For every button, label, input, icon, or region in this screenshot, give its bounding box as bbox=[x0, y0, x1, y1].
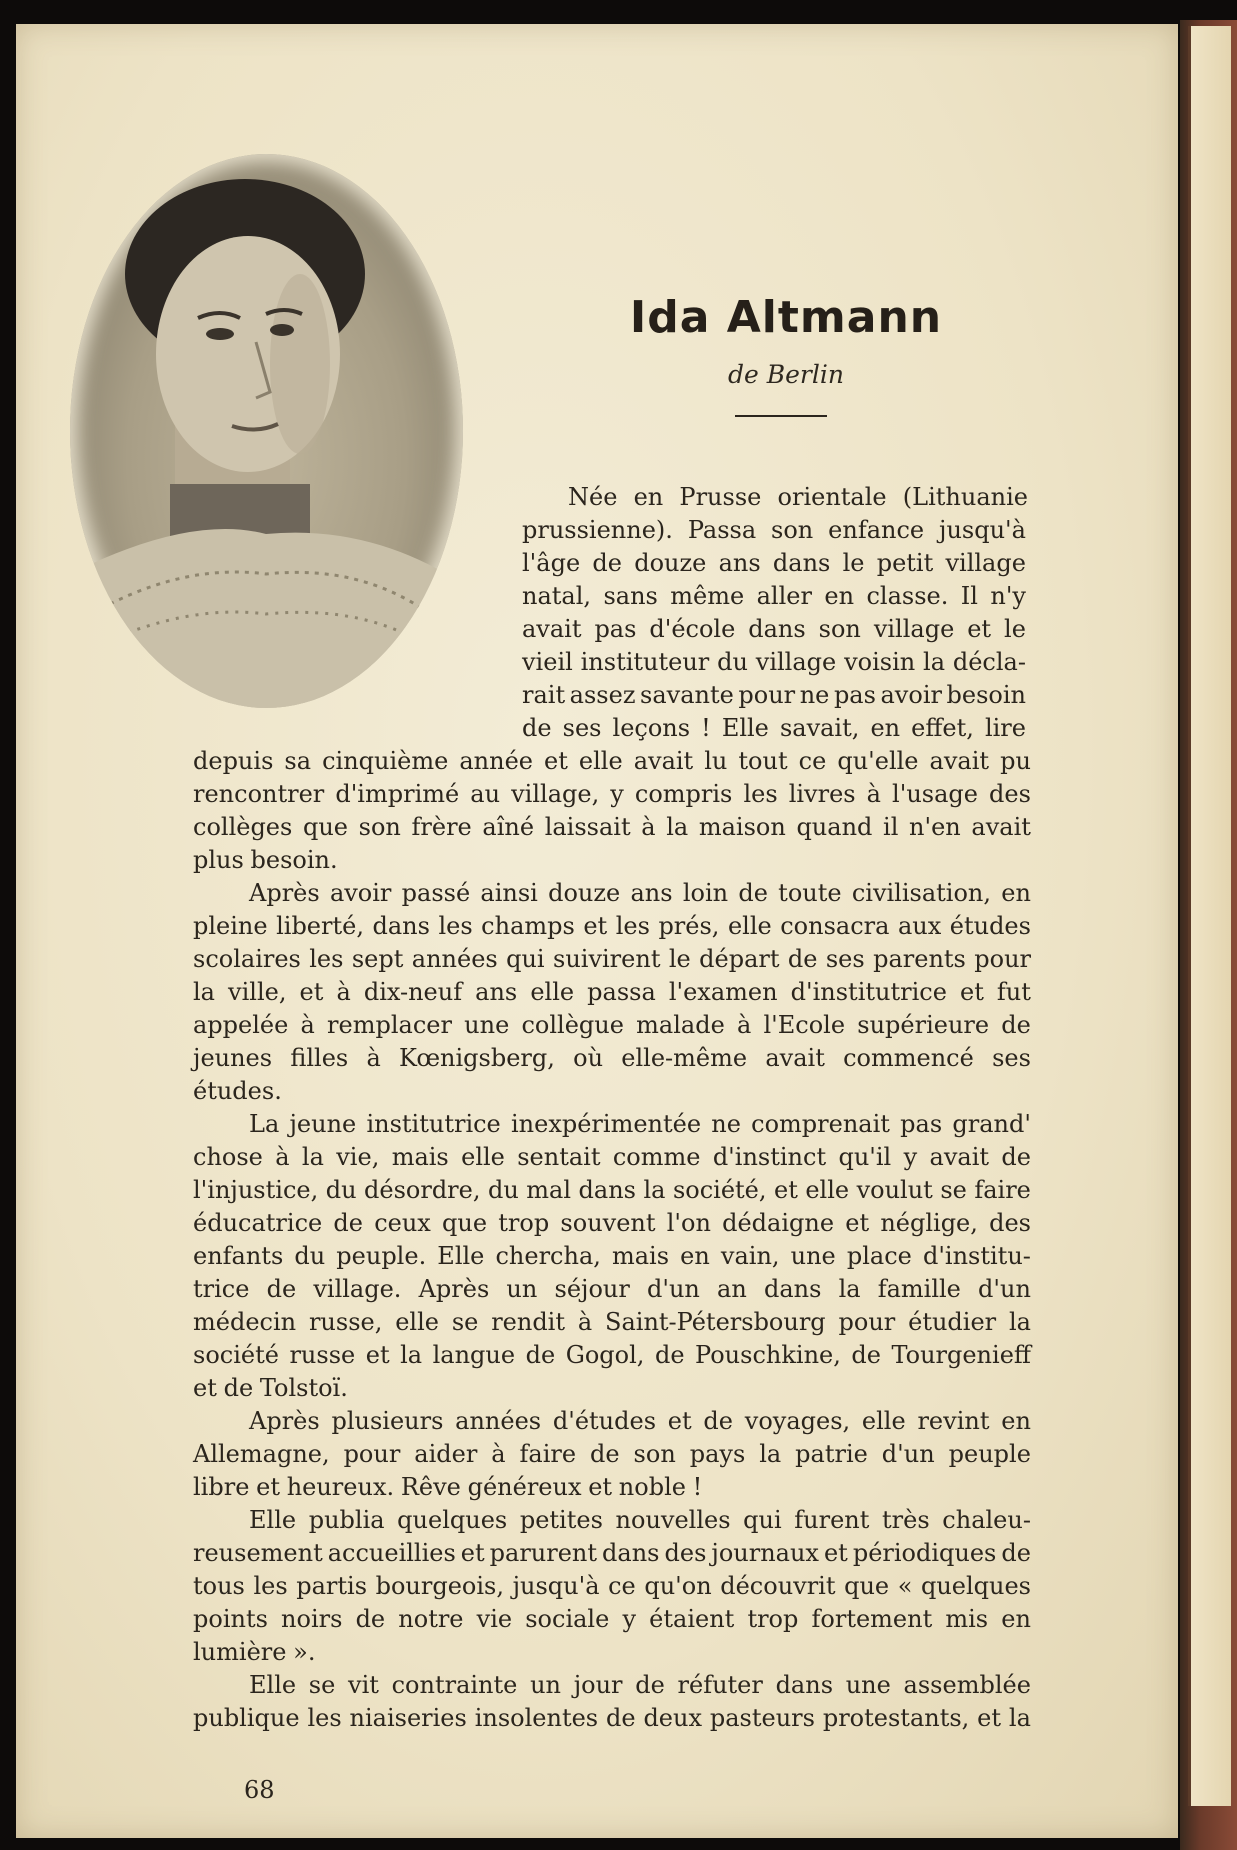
text-line: l'injustice, du désordre, du mal dans la société, et elle voulut se faire bbox=[193, 1176, 1031, 1204]
text-line: Allemagne, pour aider à faire de son pays la patrie d'un peuple bbox=[193, 1440, 1031, 1468]
text-line: et de Tolstoï. bbox=[193, 1374, 348, 1402]
text-line: lumière ». bbox=[193, 1638, 316, 1666]
text-line: prussienne). Passa son enfance jusqu'à bbox=[522, 516, 1026, 544]
adjacent-page-edge bbox=[1180, 20, 1237, 1850]
text-line: médecin russe, elle se rendit à Saint-Pétersbourg pour étudier la bbox=[193, 1308, 1031, 1336]
text-line: éducatrice de ceux que trop souvent l'on dédaigne et néglige, des bbox=[193, 1209, 1031, 1237]
text-line: publique les niaiseries insolentes de deux pasteurs protestants, et la bbox=[193, 1704, 1031, 1732]
text-line: société russe et la langue de Gogol, de Pouschkine, de Tourgenieff bbox=[193, 1341, 1031, 1369]
text-line: depuis sa cinquième année et elle avait lu tout ce qu'elle avait pu bbox=[193, 747, 1031, 775]
text-line: la ville, et à dix-neuf ans elle passa l'examen d'institutrice et fut bbox=[193, 978, 1031, 1006]
text-line: enfants du peuple. Elle chercha, mais en vain, une place d'institu- bbox=[193, 1242, 1031, 1270]
text-line: Après plusieurs années d'études et de voyages, elle revint en bbox=[249, 1407, 1031, 1435]
text-line: pleine liberté, dans les champs et les prés, elle consacra aux études bbox=[193, 912, 1031, 940]
text-line: rait assez savante pour ne pas avoir besoin bbox=[522, 681, 1026, 709]
text-line: l'âge de douze ans dans le petit village bbox=[522, 549, 1026, 577]
text-line: scolaires les sept années qui suivirent le départ de ses parents pour bbox=[193, 945, 1031, 973]
text-line: libre et heureux. Rêve généreux et noble ! bbox=[193, 1473, 703, 1501]
page-title: Ida Altmann bbox=[629, 292, 943, 343]
text-line: appelée à remplacer une collègue malade à l'Ecole supérieure de bbox=[193, 1011, 1031, 1039]
subtitle: de Berlin bbox=[728, 360, 844, 389]
text-line: collèges que son frère aîné laissait à la maison quand il n'en avait bbox=[193, 813, 1031, 841]
book-page bbox=[16, 24, 1178, 1838]
text-line: Elle se vit contrainte un jour de réfuter dans une assemblée bbox=[249, 1671, 1031, 1699]
text-line: Elle publia quelques petites nouvelles qui furent très chaleu- bbox=[249, 1506, 1031, 1534]
text-line: rencontrer d'imprimé au village, y compris les livres à l'usage des bbox=[193, 780, 1031, 808]
body-text bbox=[16, 24, 1178, 1838]
text-line: tous les partis bourgeois, jusqu'à ce qu'on découvrit que « quelques bbox=[193, 1572, 1031, 1600]
page-number: 68 bbox=[244, 1776, 275, 1804]
text-line: points noirs de notre vie sociale y étaient trop fortement mis en bbox=[193, 1605, 1031, 1633]
text-line: avait pas d'école dans son village et le bbox=[522, 615, 1026, 643]
text-line: chose à la vie, mais elle sentait comme d'instinct qu'il y avait de bbox=[193, 1143, 1031, 1171]
text-line: trice de village. Après un séjour d'un an dans la famille d'un bbox=[193, 1275, 1031, 1303]
text-line: natal, sans même aller en classe. Il n'y bbox=[522, 582, 1026, 610]
text-line: études. bbox=[193, 1077, 282, 1105]
text-line: reusement accueillies et parurent dans des journaux et périodiques de bbox=[193, 1539, 1031, 1567]
text-line: Après avoir passé ainsi douze ans loin de toute civilisation, en bbox=[249, 879, 1031, 907]
text-line: plus besoin. bbox=[193, 846, 338, 874]
text-line: vieil instituteur du village voisin la décla- bbox=[522, 648, 1026, 676]
text-line: Née en Prusse orientale (Lithuanie bbox=[568, 483, 1028, 511]
text-line: jeunes filles à Kœnigsberg, où elle-même avait commencé ses bbox=[193, 1044, 1031, 1072]
text-line: de ses leçons ! Elle savait, en effet, lire bbox=[522, 714, 1026, 742]
text-line: La jeune institutrice inexpérimentée ne comprenait pas grand' bbox=[249, 1110, 1031, 1138]
